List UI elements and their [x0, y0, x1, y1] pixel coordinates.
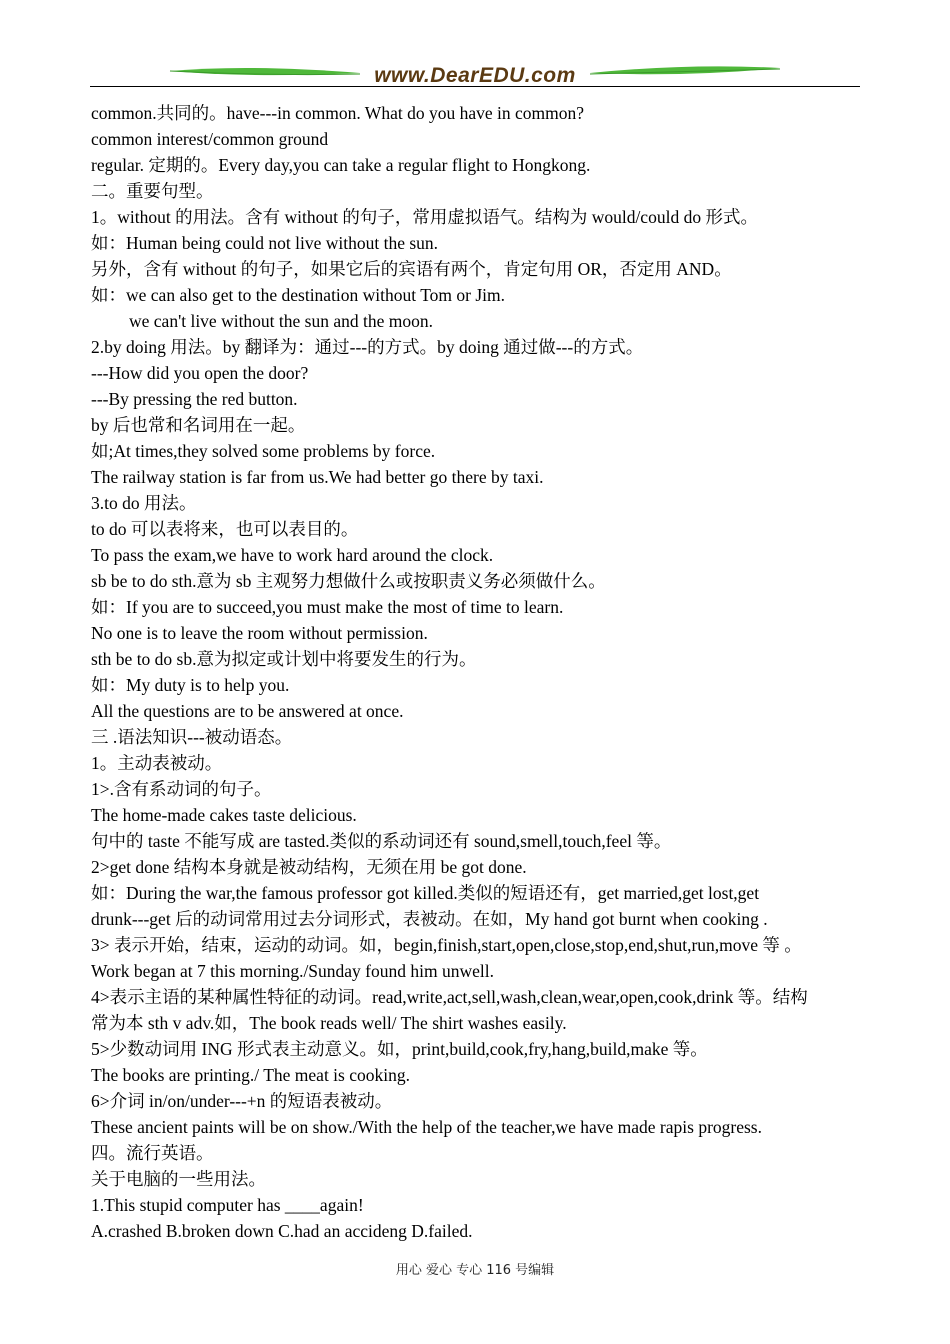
- text-line: 2.by doing 用法。by 翻译为：通过---的方式。by doing 通过做---的方式。: [91, 337, 644, 357]
- text-line: 1。without 的用法。含有 without 的句子，常用虚拟语气。结构为 would/could do 形式。: [91, 207, 758, 227]
- text-line: 5>少数动词用 ING 形式表主动意义。如，print,build,cook,fry,hang,build,make 等。: [91, 1039, 708, 1059]
- text-line: 3> 表示开始，结束，运动的动词。如，begin,finish,start,open,close,stop,end,shut,run,move 等 。: [91, 935, 802, 955]
- text-line: Work began at 7 this morning./Sunday found him unwell.: [91, 961, 494, 981]
- text-line: 如：we can also get to the destination without Tom or Jim.: [91, 285, 506, 305]
- question-options: A.crashed B.broken down C.had an accideng D.failed.: [91, 1221, 473, 1241]
- text-line: ---How did you open the door?: [91, 363, 309, 383]
- text-line: 1>.含有系动词的句子。: [91, 779, 272, 799]
- text-line: 3.to do 用法。: [91, 493, 197, 513]
- text-line: by 后也常和名词用在一起。: [91, 415, 306, 435]
- text-line: All the questions are to be answered at once.: [91, 701, 404, 721]
- section-heading: 三 .语法知识---被动语态。: [91, 727, 293, 747]
- text-line: regular. 定期的。Every day,you can take a regular flight to Hongkong.: [91, 155, 591, 175]
- text-line: 常为本 sth v adv.如，The book reads well/ The shirt washes easily.: [91, 1013, 567, 1033]
- section-heading: 四。流行英语。: [91, 1143, 214, 1163]
- text-line: 句中的 taste 不能写成 are tasted.类似的系动词还有 sound,smell,touch,feel 等。: [91, 831, 672, 851]
- text-line: 1。主动表被动。: [91, 753, 223, 773]
- text-line: 6>介词 in/on/under---+n 的短语表被动。: [91, 1091, 393, 1111]
- text-line: 另外，含有 without 的句子，如果它后的宾语有两个，肯定句用 OR，否定用 AND。: [91, 259, 732, 279]
- text-line: To pass the exam,we have to work hard around the clock.: [91, 545, 494, 565]
- page-footer: 用心 爱心 专心 116 号编辑: [395, 1263, 555, 1278]
- text-line: sb be to do sth.意为 sb 主观努力想做什么或按职责义务必须做什么。: [91, 571, 606, 591]
- text-line: The railway station is far from us.We had better go there by taxi.: [91, 467, 544, 487]
- text-line: 关于电脑的一些用法。: [91, 1169, 266, 1189]
- text-line: The home-made cakes taste delicious.: [91, 805, 357, 825]
- page-header: [90, 62, 860, 92]
- text-line: we can't live without the sun and the moon.: [129, 311, 433, 331]
- text-line: 如;At times,they solved some problems by force.: [91, 441, 436, 461]
- text-line: drunk---get 后的动词常用过去分词形式，表被动。在如，My hand got burnt when cooking .: [91, 909, 768, 929]
- text-line: 如：Human being could not live without the sun.: [91, 233, 439, 253]
- text-line: common.共同的。have---in common. What do you have in common?: [91, 103, 584, 123]
- question-stem: 1.This stupid computer has ____again!: [91, 1195, 364, 1215]
- text-line: No one is to leave the room without permission.: [91, 623, 428, 643]
- text-line: These ancient paints will be on show./With the help of the teacher,we have made rapis progress.: [91, 1117, 762, 1137]
- section-heading: 二。重要句型。: [91, 181, 214, 201]
- text-line: to do 可以表将来，也可以表目的。: [91, 519, 359, 539]
- header-rule: [90, 86, 860, 87]
- text-line: common interest/common ground: [91, 129, 329, 149]
- text-line: 4>表示主语的某种属性特征的动词。read,write,act,sell,wash,clean,wear,open,cook,drink 等。结构: [91, 987, 808, 1007]
- text-line: 如：During the war,the famous professor got killed.类似的短语还有，get married,get lost,get: [91, 883, 760, 903]
- text-line: 如：If you are to succeed,you must make the most of time to learn.: [91, 597, 564, 617]
- text-line: ---By pressing the red button.: [91, 389, 298, 409]
- site-logo[interactable]: www.DearEDU.com: [374, 64, 576, 87]
- text-line: 2>get done 结构本身就是被动结构，无须在用 be got done.: [91, 857, 527, 877]
- text-line: The books are printing./ The meat is cooking.: [91, 1065, 410, 1085]
- document-body: [91, 100, 861, 1244]
- text-line: sth be to do sb.意为拟定或计划中将要发生的行为。: [91, 649, 477, 669]
- text-line: 如：My duty is to help you.: [91, 675, 290, 695]
